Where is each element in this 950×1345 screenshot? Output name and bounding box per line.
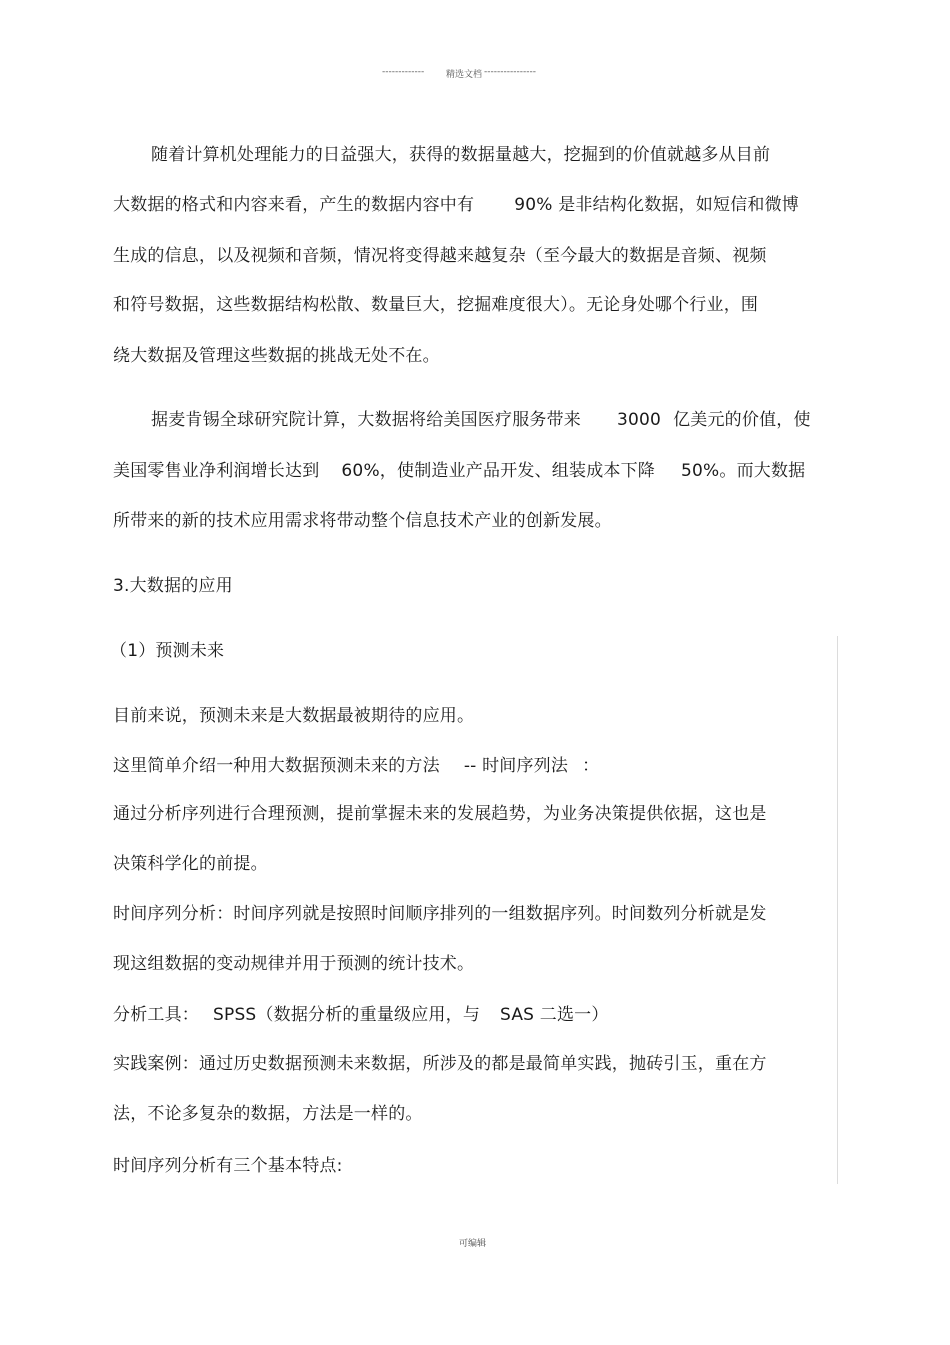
header-dash-right: ---------------- [484,67,536,77]
p3-line: 目前来说，预测未来是大数据最被期待的应用。 [113,706,475,726]
page-footer: 可编辑 [459,1239,487,1249]
header-dash-left: ------------- [382,67,425,77]
p2-line-1 [151,409,811,431]
p6-line-2: 现这组数据的变动规律并用于预测的统计技术。 [113,954,475,974]
p1-line-1: 随着计算机处理能力的日益强大，获得的数据量越大，挖掘到的价值就越多从目前 [151,145,771,165]
p8-line-1: 实践案例：通过历史数据预测未来数据，所涉及的都是最简单实践，抛砖引玉，重在方 [113,1054,767,1074]
p1-line-5: 绕大数据及管理这些数据的挑战无处不在。 [113,346,440,366]
page-header [0,67,950,81]
p7-label: 分析工具： [113,1005,199,1025]
p2-line-1-number: 3000 [617,410,662,430]
p7-sas: SAS 二选一） [500,1005,609,1025]
p6-line-1: 时间序列分析：时间序列就是按照时间顺序排列的一组数据序列。时间数列分析就是发 [113,904,767,924]
header-title: 精选文档 [446,70,483,80]
p2-line-3: 所带来的新的技术应用需求将带动整个信息技术产业的创新发展。 [113,511,612,531]
p9-line: 时间序列分析有三个基本特点: [113,1156,343,1176]
p2-line-2-middle: 60%，使制造业产品开发、组装成本下降 [341,461,655,481]
p1-line-2-percent: 90% 是非结构化数据，如短信和微博 [514,195,799,215]
p8-line-2: 法，不论多复杂的数据，方法是一样的。 [113,1104,423,1124]
section-heading: 3.大数据的应用 [113,576,233,596]
p4-colon: ： [582,756,600,776]
p1-line-3: 生成的信息，以及视频和音频，情况将变得越来越复杂（至今最大的数据是音频、视频 [113,246,767,266]
p7-line [113,1004,609,1026]
margin-rule [837,636,838,1184]
p1-line-2 [113,194,799,216]
p2-line-2-tail: 50%。而大数据 [681,461,806,481]
p2-line-1-tail: 亿美元的价值，使 [673,410,811,430]
p4-method: -- 时间序列法 [463,756,569,776]
p2-line-2 [113,460,805,482]
p5-line-1: 通过分析序列进行合理预测，提前掌握未来的发展趋势，为业务决策提供依据，这也是 [113,804,767,824]
sub-heading: （1）预测未来 [110,641,225,661]
p2-line-1-text: 据麦肯锡全球研究院计算，大数据将给美国医疗服务带来 [151,410,581,430]
p2-line-2-text: 美国零售业净利润增长达到 [113,461,320,481]
p4-text: 这里简单介绍一种用大数据预测未来的方法 [113,756,440,776]
p1-line-4: 和符号数据，这些数据结构松散、数量巨大，挖掘难度很大）。无论身处哪个行业，围 [113,295,759,315]
p4-line [113,755,599,777]
p1-line-2-text: 大数据的格式和内容来看，产生的数据内容中有 [113,195,475,215]
p7-spss: SPSS（数据分析的重量级应用，与 [213,1005,481,1025]
p5-line-2: 决策科学化的前提。 [113,854,268,874]
